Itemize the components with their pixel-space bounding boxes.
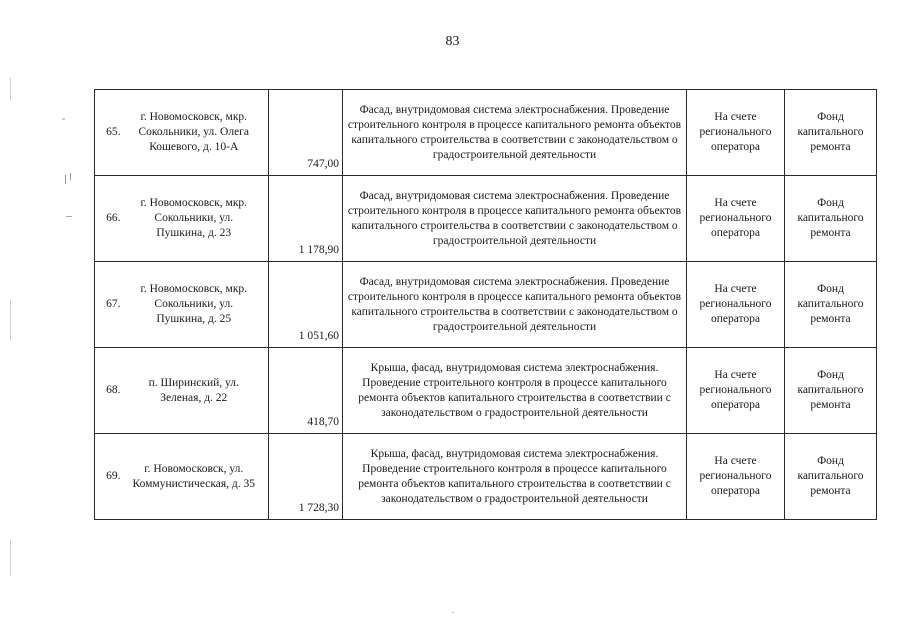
scan-artifact [10,300,11,340]
row-number: 65. [95,90,127,176]
row-number: 66. [95,176,127,262]
row-number: 68. [95,348,127,434]
table-row [95,434,877,520]
account-cell: На счете регионального оператора [687,348,785,434]
table-row [95,348,877,434]
fund-cell: Фонд капитального ремонта [785,434,877,520]
works-cell: Крыша, фасад, внутридомовая система электроснабжения. Проведение строительного контроля в процессе капитального ремонта объектов капитального строительства в соответствии с законодательством о градостроительной деятельности [343,434,687,520]
table-row [95,262,877,348]
address-cell: г. Новомосковск, мкр. Сокольники, ул. Пушкина, д. 25 [127,262,269,348]
account-cell: На счете регионального оператора [687,176,785,262]
works-cell: Крыша, фасад, внутридомовая система электроснабжения. Проведение строительного контроля в процессе капитального ремонта объектов капитального строительства в соответствии с законодательством о градостроительной деятельности [343,348,687,434]
scan-artifact [10,78,11,100]
scan-artifact [62,118,65,120]
scan-artifact [10,540,11,576]
works-cell: Фасад, внутридомовая система электроснабжения. Проведение строительного контроля в процессе капитального ремонта объектов капитального строительства в соответствии с законодательством о градостроительной деятельности [343,176,687,262]
address-cell: г. Новомосковск, мкр. Сокольники, ул. Пушкина, д. 23 [127,176,269,262]
fund-cell: Фонд капитального ремонта [785,348,877,434]
address-cell: г. Новомосковск, ул. Коммунистическая, д. 35 [127,434,269,520]
fund-cell: Фонд капитального ремонта [785,262,877,348]
area-cell: 747,00 [269,90,343,176]
row-number: 67. [95,262,127,348]
row-number: 69. [95,434,127,520]
account-cell: На счете регионального оператора [687,434,785,520]
account-cell: На счете регионального оператора [687,262,785,348]
works-cell: Фасад, внутридомовая система электроснабжения. Проведение строительного контроля в процессе капитального ремонта объектов капитального строительства в соответствии с законодательством о градостроительной деятельности [343,262,687,348]
area-cell: 418,70 [269,348,343,434]
address-cell: п. Ширинский, ул. Зеленая, д. 22 [127,348,269,434]
area-cell: 1 051,60 [269,262,343,348]
scan-artifact [70,173,71,180]
scan-artifact [452,612,454,613]
table-row [95,176,877,262]
fund-cell: Фонд капитального ремонта [785,176,877,262]
repair-works-table [94,89,877,520]
table-row [95,90,877,176]
fund-cell: Фонд капитального ремонта [785,90,877,176]
address-cell: г. Новомосковск, мкр. Сокольники, ул. Олега Кошевого, д. 10-А [127,90,269,176]
account-cell: На счете регионального оператора [687,90,785,176]
page-number: 83 [445,34,460,49]
area-cell: 1 728,30 [269,434,343,520]
scan-artifact [66,216,72,217]
area-cell: 1 178,90 [269,176,343,262]
works-cell: Фасад, внутридомовая система электроснабжения. Проведение строительного контроля в процессе капитального ремонта объектов капитального строительства в соответствии с законодательством о градостроительной деятельности [343,90,687,176]
scan-artifact [65,175,66,184]
